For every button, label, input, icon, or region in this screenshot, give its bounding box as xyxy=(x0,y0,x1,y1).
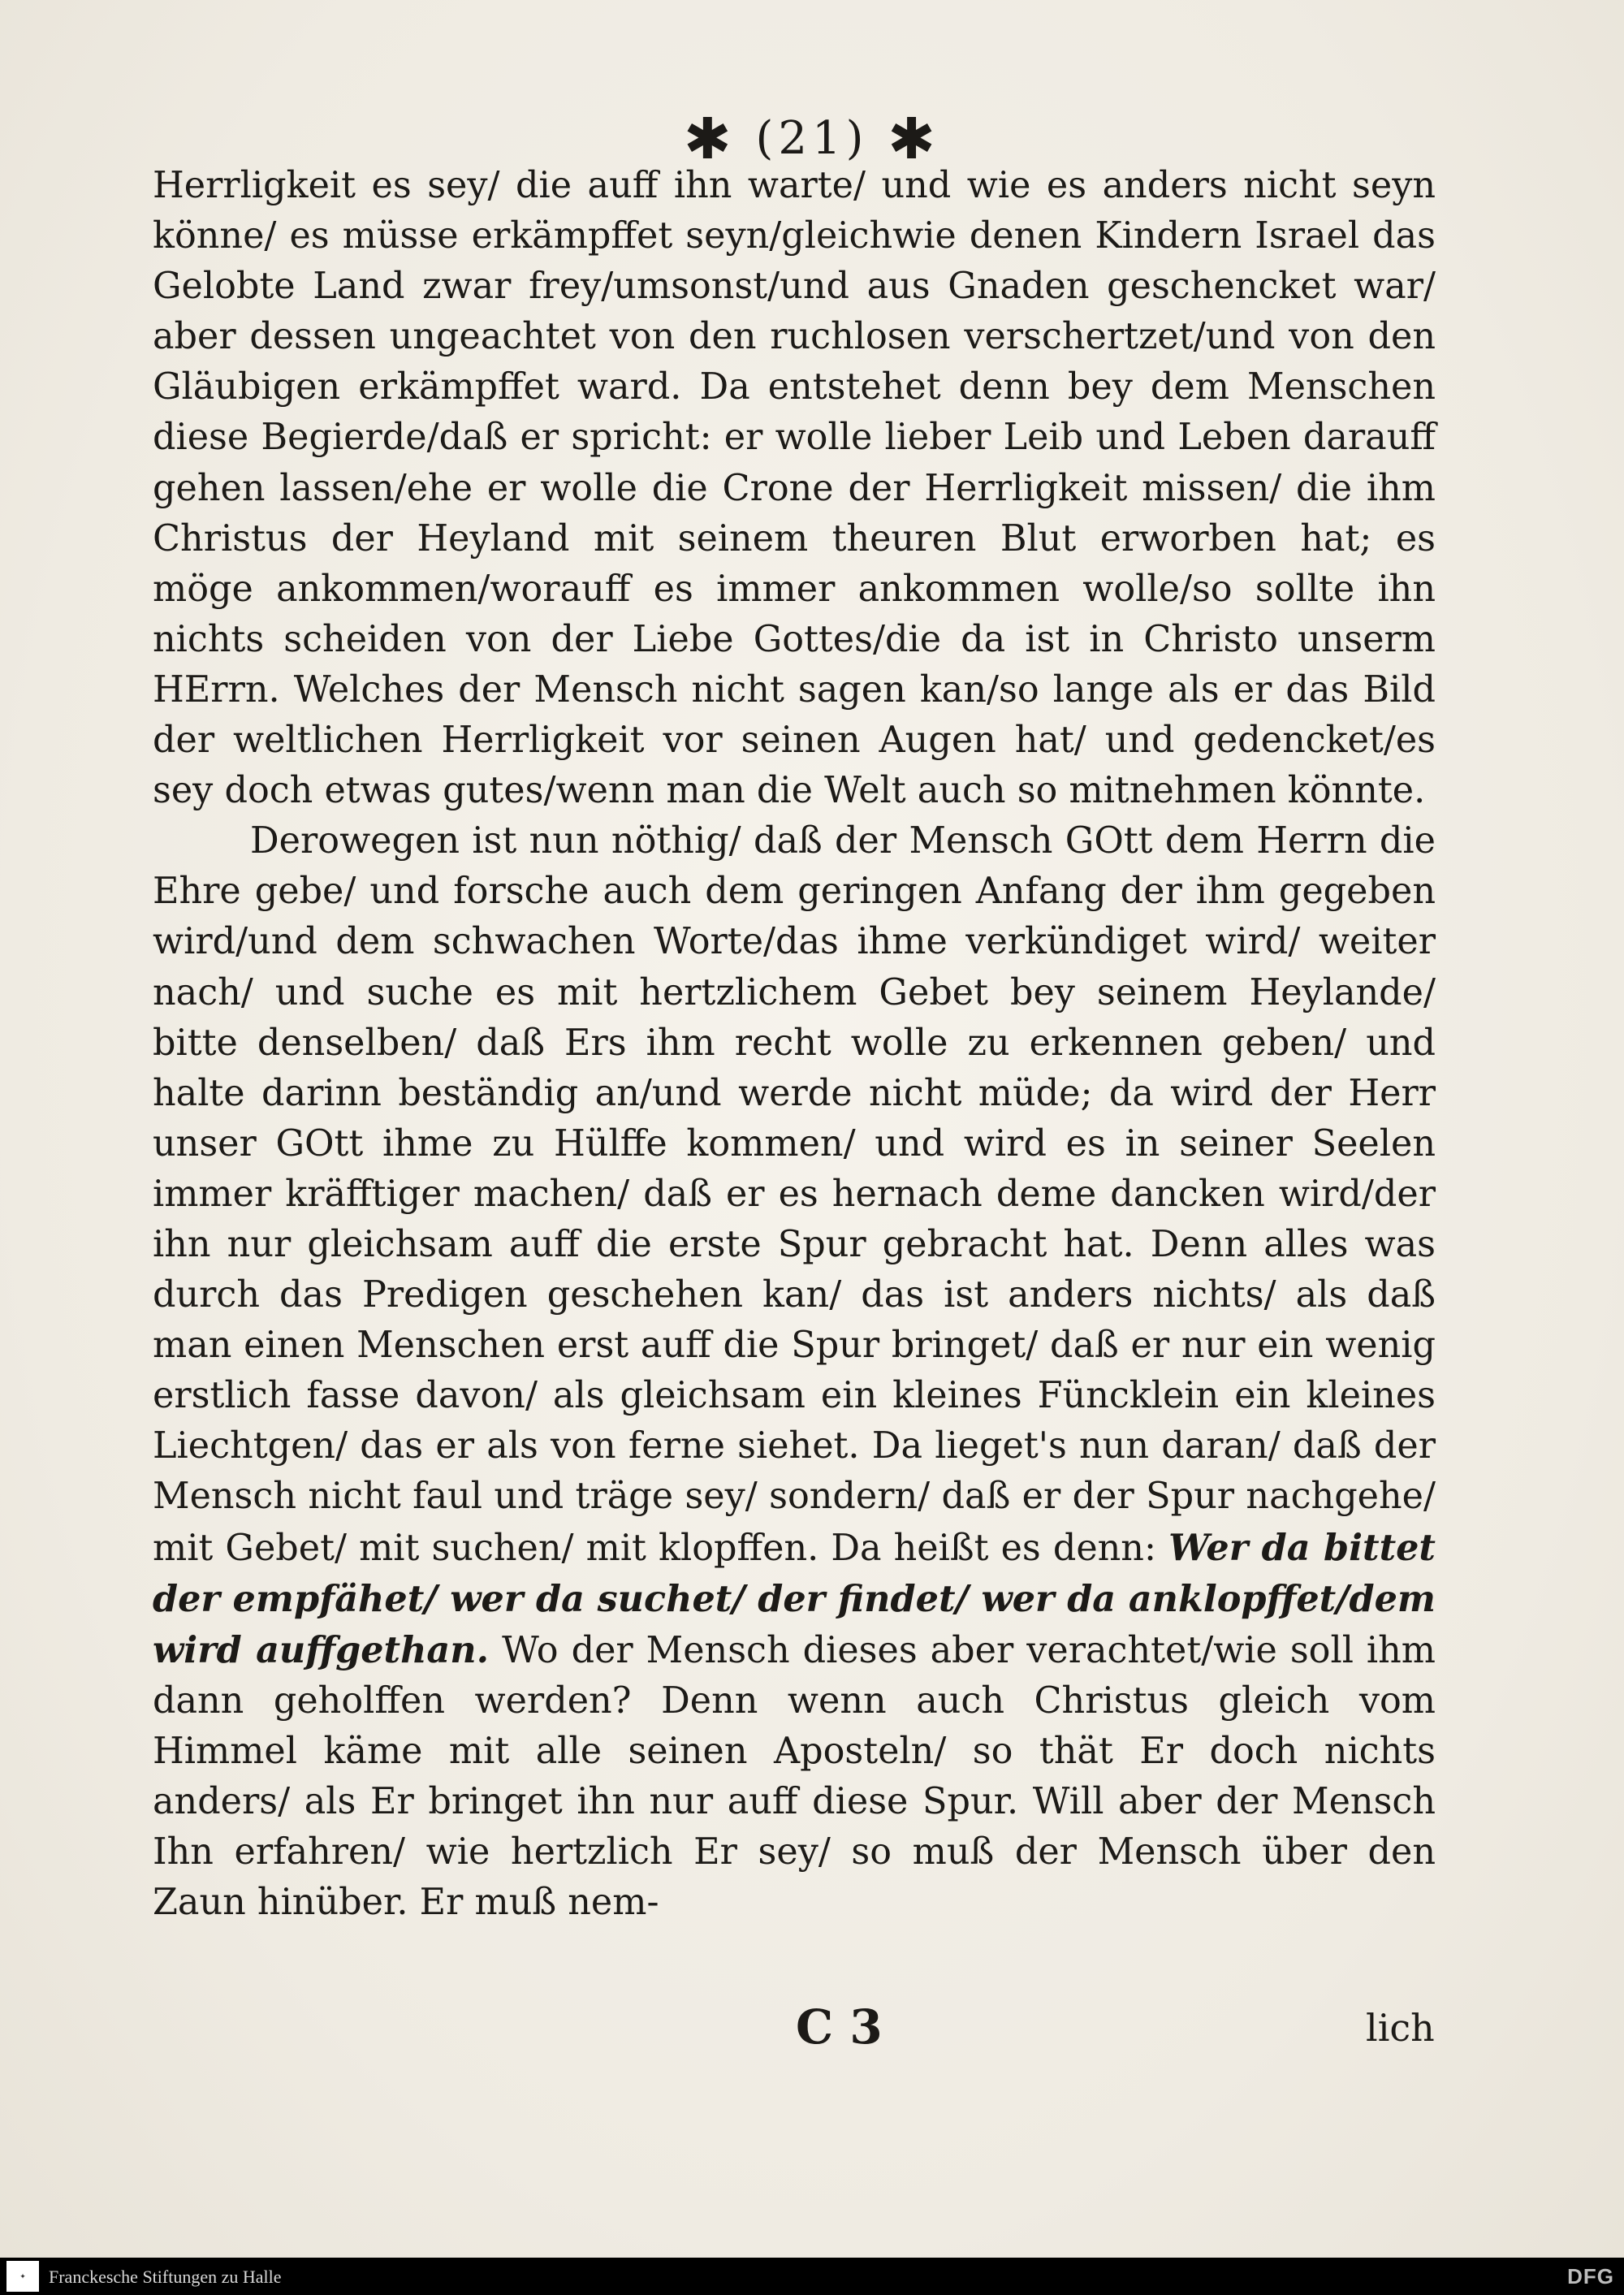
paragraph-2-text: Derowegen ist nun nöthig/ daß der Mensch GOtt dem Herrn die Ehre gebe/ und forsche auch dem geringen Anfang der ihm gegeben wird/und dem schwachen Worte/das ihme verkündiget wird/ weiter nach/ und suche es mit hertzlichem Gebet bey seinem Heylande/ bitte denselben/ daß Ers ihm recht wolle zu erkennen geben/ und halte darinn beständig an/und werde nicht müde; da wird der Herr unser GOtt ihme zu Hülffe kommen/ und wird es in seiner Seelen immer kräfftiger machen/ daß er es hernach deme dancken wird/der ihn nur gleichsam auff die erste Spur gebracht hat. Denn alles was durch das Predigen geschehen kan/ das ist anders nichts/ als daß man einen Menschen erst auff die Spur bringet/ daß er nur ein wenig erstlich fasse davon/ als gleichsam ein kleines Füncklein ein kleines Liechtgen/ das er als von ferne siehet. Da lieget's nun daran/ daß der Mensch nicht faul und träge sey/ sondern/ daß er der Spur nachgehe/ mit Gebet/ mit suchen/ mit klopffen. Da heißt es denn: xyxy=(153,820,1436,1569)
viewer-footer-bar xyxy=(0,2258,1624,2295)
institution-name: Franckesche Stiftungen zu Halle xyxy=(49,2267,282,2287)
catchword: lich xyxy=(1366,2006,1435,2050)
body-text xyxy=(153,161,1436,1928)
paragraph-1: Herrligkeit es sey/ die auff ihn warte/ und wie es anders nicht seyn könne/ es müsse erkämpffet seyn/gleichwie denen Kindern Israel das Gelobte Land zwar frey/umsonst/und aus Gnaden geschencket war/ aber dessen ungeachtet von den ruchlosen verschertzet/und von den Gläubigen erkämpffet ward. Da entstehet denn bey dem Menschen diese Begierde/daß er spricht: er wolle lieber Leib und Leben darauff gehen lassen/ehe er wolle die Crone der Herrligkeit missen/ die ihm Christus der Heyland mit seinem theuren Blut erworben hat; es möge ankommen/worauff es immer ankommen wolle/so sollte ihn nichts scheiden von der Liebe Gottes/die da ist in Christo unserm HErrn. Welches der Mensch nicht sagen kan/so lange als er das Bild der weltlichen Herrligkeit vor seinen Augen hat/ und gedencket/es sey doch etwas gutes/wenn man die Welt auch so mitnehmen könnte. xyxy=(153,165,1436,812)
dfg-logo: DFG xyxy=(1567,2264,1614,2289)
bible-quote: Wer da bittet der empfähet/ wer da suchet/ der findet/ wer da anklopffet/dem wird auffgethan. xyxy=(153,1526,1436,1671)
page-number: (21) xyxy=(755,112,869,165)
ornament-right-icon: ✱ xyxy=(888,106,940,172)
ornament-left-icon: ✱ xyxy=(684,106,736,172)
institution-logo-icon: ✦ xyxy=(6,2261,39,2292)
paragraph-2-end: Wo der Mensch dieses aber verachtet/wie soll ihm dann geholffen werden? Denn wenn auch Christus gleich vom Himmel käme mit alle seinen Aposteln/ so thät Er doch nichts anders/ als Er bringet ihn nur auff diese Spur. Will aber der Mensch Ihn erfahren/ wie hertzlich Er sey/ so muß der Mensch über den Zaun hinüber. Er muß nem- xyxy=(153,1629,1436,1924)
signature-mark: C 3 xyxy=(796,1999,883,2055)
paragraph-2 xyxy=(153,816,1436,1928)
